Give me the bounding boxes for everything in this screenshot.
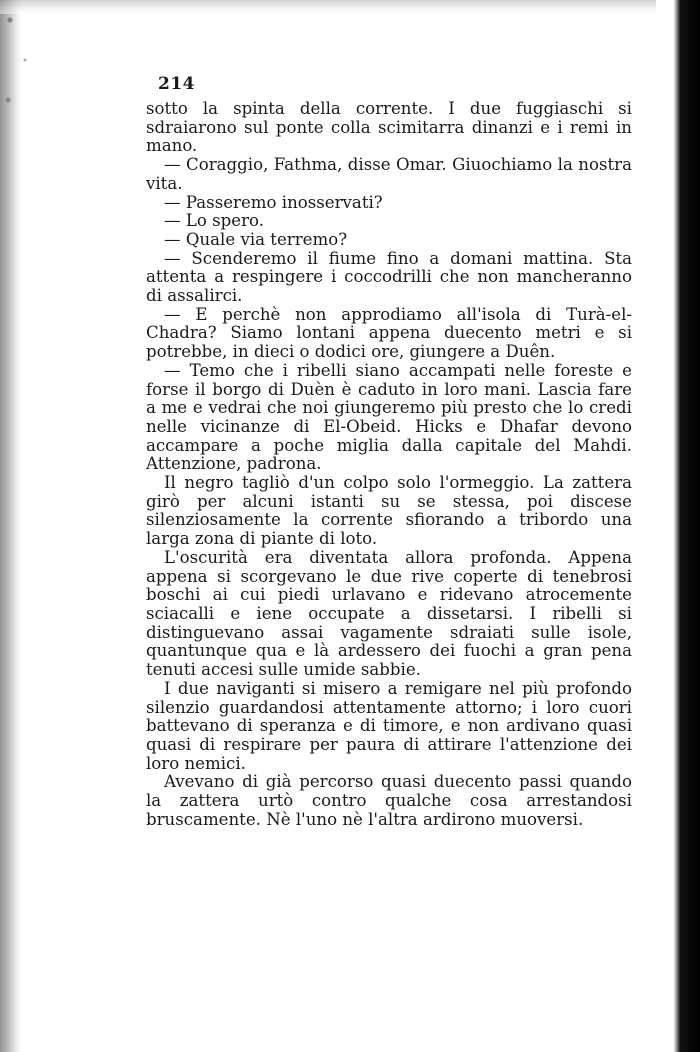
paragraph: sotto la spinta della corrente. I due fuggiaschi si sdraiarono sul ponte colla scimitarra dinanzi e i remi in mano. [146,99,632,156]
scan-speckle [0,0,40,140]
paragraph: L'oscurità era diventata allora profonda. Appena appena si scorgevano le due rive coperte di tenebrosi boschi ai cui piedi urlavano e ridevano atrocemente sciacalli e iene occupate a dissetarsi. I ribelli si distinguevano assai vagamente sdraiati sulle isole, quantunque qua e là ardessero dei fuochi a gran pena tenuti accesi sulle umide sabbie. [146,547,632,680]
paragraph: — Temo che i ribelli siano accampati nelle foreste e forse il borgo di Duèn è caduto in loro mani. Lascia fare a me e vedrai che noi giungeremo più presto che lo credi nelle vicinanze di El-Obeid. Hicks e Dhafar devono accampare a poche miglia dalla capitale del Mahdi. Attenzione, padrona. [146,360,632,474]
binding-shadow [656,0,700,1052]
page-number: 214 [158,74,195,94]
paragraph: — Coraggio, Fathma, disse Omar. Giuochiamo la nostra vita. [146,155,632,193]
paragraph: — Quale via terremo? [164,229,348,249]
page-top-edge-shadow [0,0,660,14]
paragraph: — Lo spero. [164,211,265,231]
paragraph: Avevano di già percorso quasi duecento passi quando la zattera urtò contro qualche cosa arrestandosi bruscamente. Nè l'uno nè l'altra ardirono muoversi. [146,772,632,829]
paragraph: I due naviganti si misero a remigare nel più profondo silenzio guardandosi attentamente attorno; i loro cuori battevano di speranza e di timore, e non ardivano quasi quasi di respirare per paura di attirare l'attenzione dei loro nemici. [146,678,632,773]
body-text [146,100,632,829]
paragraph: — Passeremo inosservati? [164,192,383,212]
page-left-edge-shadow [0,0,22,1052]
paragraph: — Scenderemo il fiume fino a domani mattina. Sta attenta a respingere i coccodrilli che non mancheranno di assalirci. [146,248,632,306]
paragraph: Il negro tagliò d'un colpo solo l'ormeggio. La zattera girò per alcuni istanti su se stessa, poi discese silenziosamente la corrente sfiorando a tribordo una larga zona di piante di loto. [146,473,632,549]
paragraph: — E perchè non approdiamo all'isola di Turà-el-Chadra? Siamo lontani appena duecento metri e si potrebbe, in dieci o dodici ore, giungere a Duên. [146,304,632,362]
